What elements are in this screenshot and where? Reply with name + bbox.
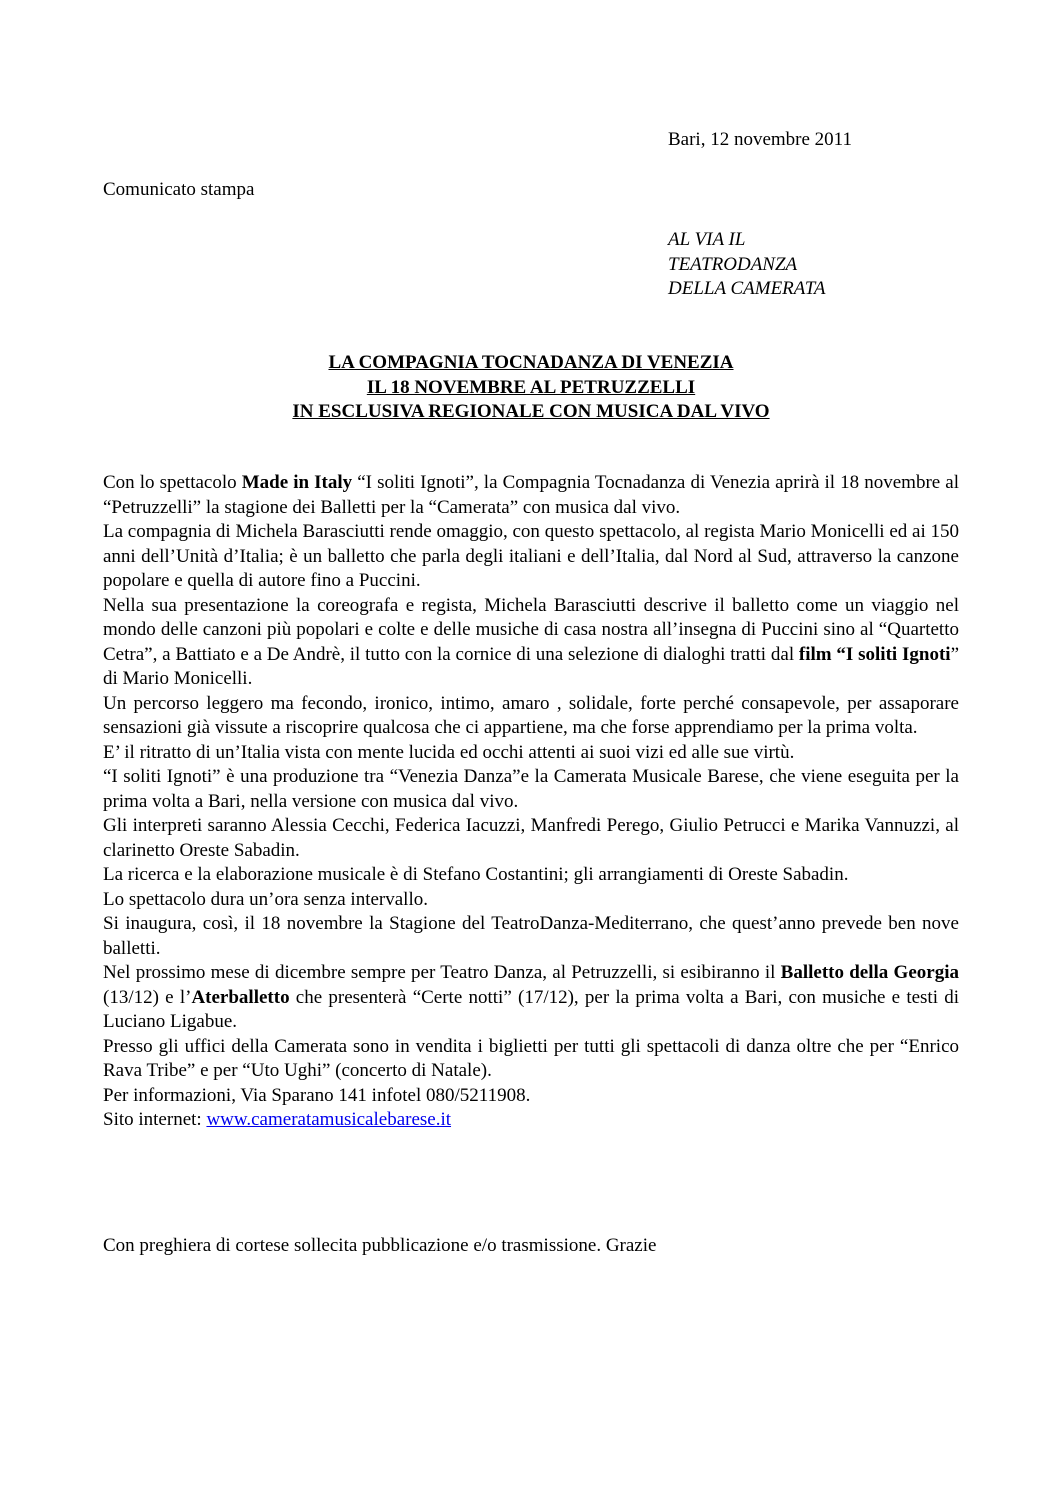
text-run: “I soliti Ignoti”, la Compagnia Tocnadanza di Venezia aprirà il 18 novembre al “Petruzzelli” la stagione dei Balletti per la “Camerata” con musica dal vivo. bbox=[103, 472, 959, 518]
show-title: Made in Italy bbox=[241, 472, 353, 493]
kicker-line: TEATRODANZA bbox=[668, 253, 798, 275]
website-link[interactable]: www.cameratamusicalebarese.it bbox=[206, 1109, 452, 1130]
paragraph bbox=[103, 594, 959, 692]
headline-line-text: LA COMPAGNIA TOCNADANZA DI VENEZIA bbox=[328, 352, 734, 373]
paragraph: “I soliti Ignoti” è una produzione tra “Venezia Danza”e la Camerata Musicale Barese, che viene eseguita per la prima volta a Bari, nella versione con musica dal vivo. bbox=[103, 766, 959, 812]
headline-line bbox=[103, 351, 959, 376]
paragraph bbox=[103, 1108, 959, 1133]
paragraph: E’ il ritratto di un’Italia vista con mente lucida ed occhi attenti ai suoi vizi ed alle sue virtù. bbox=[103, 741, 795, 763]
paragraph: Si inaugura, così, il 18 novembre la Stagione del TeatroDanza-Mediterrano, che quest’anno prevede ben nove balletti. bbox=[103, 913, 959, 959]
paragraph bbox=[103, 471, 959, 520]
closing-line: Con preghiera di cortese sollecita pubblicazione e/o trasmissione. Grazie bbox=[103, 1235, 657, 1256]
text-run: Nel prossimo mese di dicembre sempre per Teatro Danza, al Petruzzelli, si esibiranno il bbox=[103, 962, 781, 983]
text-run: Nella sua presentazione la coreografa e regista, Michela Barasciutti descrive il balletto come un viaggio nel mondo delle canzoni più popolari e colte e delle musiche di casa nostra all’insegna di Puccini sino al “Quartetto Cetra”, a Battiato e a De Andrè, il tutto con la cornice di una selezione di dialoghi tratti dal bbox=[103, 594, 959, 665]
headline-line bbox=[103, 376, 959, 401]
kicker-heading bbox=[668, 228, 825, 302]
document-date: Bari, 12 novembre 2011 bbox=[668, 129, 852, 150]
paragraph: La compagnia di Michela Barasciutti rende omaggio, con questo spettacolo, al regista Mario Monicelli ed ai 150 anni dell’Unità d’Italia; è un balletto che parla degli italiani e dell’Italia, dal Nord al Sud, attraverso la canzone popolare e quella di autore fino a Puccini. bbox=[103, 521, 959, 591]
press-release-body bbox=[103, 471, 959, 1133]
headline-line-text: IL 18 NOVEMBRE AL PETRUZZELLI bbox=[366, 376, 696, 398]
headline-line bbox=[103, 400, 959, 425]
company-name: Balletto della Georgia bbox=[780, 962, 959, 983]
kicker-line: AL VIA IL bbox=[668, 229, 746, 250]
document-type: Comunicato stampa bbox=[103, 179, 255, 200]
text-run: Con lo spettacolo bbox=[103, 472, 242, 493]
paragraph: Gli interpreti saranno Alessia Cecchi, Federica Iacuzzi, Manfredi Perego, Giulio Petrucci e Marika Vannuzzi, al clarinetto Oreste Sabadin. bbox=[103, 815, 959, 861]
paragraph bbox=[103, 961, 959, 1035]
paragraph: La ricerca e la elaborazione musicale è di Stefano Costantini; gli arrangiamenti di Oreste Sabadin. bbox=[103, 864, 849, 885]
website-label: Sito internet: bbox=[103, 1109, 207, 1130]
paragraph: Presso gli uffici della Camerata sono in vendita i biglietti per tutti gli spettacoli di danza oltre che per “Enrico Rava Tribe” e per “Uto Ughi” (concerto di Natale). bbox=[103, 1035, 959, 1081]
company-name: Aterballetto bbox=[191, 986, 290, 1008]
film-title: film “I soliti Ignoti bbox=[798, 643, 951, 665]
text-run: ” di Mario Monicelli. bbox=[103, 643, 959, 689]
paragraph: Lo spettacolo dura un’ora senza intervallo. bbox=[103, 888, 428, 910]
headline bbox=[103, 351, 959, 425]
text-run: (13/12) e l’ bbox=[103, 986, 192, 1008]
paragraph: Per informazioni, Via Sparano 141 infotel 080/5211908. bbox=[103, 1084, 531, 1106]
headline-line-text: IN ESCLUSIVA REGIONALE CON MUSICA DAL VIVO bbox=[292, 401, 770, 422]
paragraph: Un percorso leggero ma fecondo, ironico, intimo, amaro , solidale, forte perché consapevole, per assaporare sensazioni già vissute a riscoprire qualcosa che ci appartiene, ma che forse apprendiamo per la prima volta. bbox=[103, 692, 959, 738]
text-run: che presenterà “Certe notti” (17/12), per la prima volta a Bari, con musiche e testi di Luciano Ligabue. bbox=[103, 986, 959, 1032]
kicker-line: DELLA CAMERATA bbox=[668, 278, 826, 299]
